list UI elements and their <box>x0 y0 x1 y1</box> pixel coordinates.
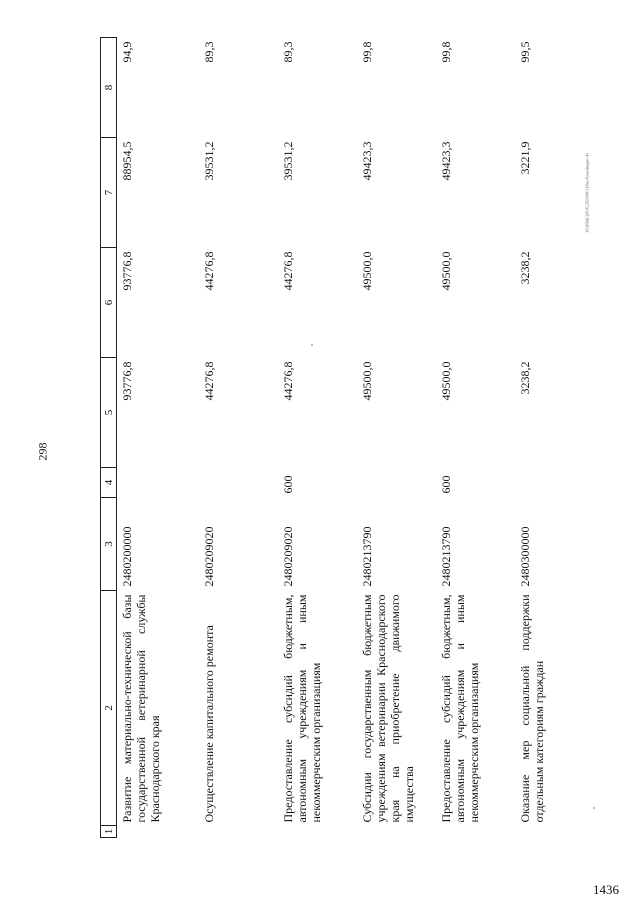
planned-amount-cell: 49500,0 <box>439 361 453 401</box>
item-name-cell: Развитие материально-технической базы государственной ветеринарной службы Краснодарского края <box>120 594 162 823</box>
row-index-cell <box>117 826 200 838</box>
expense-type-cell <box>515 468 592 498</box>
row-index-cell <box>357 826 436 838</box>
row-index-cell <box>515 826 592 838</box>
column-number: 7 <box>101 138 117 248</box>
column-number-row <box>101 38 117 838</box>
budget-table-rotated <box>100 38 546 838</box>
execution-percent-cell: 94,9 <box>120 41 134 63</box>
row-index-cell <box>278 826 357 838</box>
execution-percent-cell: 89,3 <box>202 41 216 63</box>
budget-code-cell: 2480213790 <box>439 526 453 587</box>
approved-amount-cell: 49500,0 <box>360 251 374 291</box>
item-name-cell: Оказание мер социальной поддержки отдельным категориям граждан <box>518 594 546 823</box>
planned-amount-cell: 44276,8 <box>202 361 216 401</box>
row-index-cell <box>436 826 515 838</box>
executed-amount-cell: 39531,2 <box>281 141 295 181</box>
table-row <box>357 38 436 838</box>
scan-speck <box>593 807 595 809</box>
table-row <box>278 38 357 838</box>
approved-amount-cell: 3238,2 <box>518 251 532 285</box>
approved-amount-cell: 93776,8 <box>120 251 134 291</box>
execution-percent-cell: 99,8 <box>360 41 374 63</box>
expense-type-cell <box>199 468 278 498</box>
table-row <box>436 38 515 838</box>
expense-type-cell: 600 <box>281 475 295 494</box>
item-name-cell: Предоставление субсидий бюджетным, автономным учреждениям и иным некоммерческим организациям <box>281 594 323 823</box>
table-row <box>515 38 592 838</box>
column-number: 2 <box>101 591 117 826</box>
table-row <box>199 38 278 838</box>
side-stamp: 20.ЗОБ(С)20.05.2023/09:51/0аз-блан-Бюджт-4+ <box>584 152 590 233</box>
page-number: 298 <box>35 442 50 461</box>
budget-table <box>100 37 592 838</box>
column-number: 8 <box>101 38 117 138</box>
item-name-cell: Субсидии государственным бюджетным учреждениям ветеринарии Краснодарского края на приобретение движимого имущества <box>360 594 416 823</box>
budget-code-cell: 2480213790 <box>360 526 374 587</box>
budget-code-cell: 2480300000 <box>518 526 532 587</box>
planned-amount-cell: 3238,2 <box>518 361 532 395</box>
execution-percent-cell: 89,3 <box>281 41 295 63</box>
executed-amount-cell: 39531,2 <box>202 141 216 181</box>
approved-amount-cell: 44276,8 <box>281 251 295 291</box>
item-name-cell: Осуществление капитального ремонта <box>202 625 216 823</box>
scan-number: 1436 <box>593 882 619 897</box>
approved-amount-cell: 49500,0 <box>439 251 453 291</box>
planned-amount-cell: 44276,8 <box>281 361 295 401</box>
planned-amount-cell: 93776,8 <box>120 361 134 401</box>
executed-amount-cell: 88954,5 <box>120 141 134 181</box>
planned-amount-cell: 49500,0 <box>360 361 374 401</box>
column-number: 3 <box>101 498 117 591</box>
item-name-cell: Предоставление субсидий бюджетным, автономным учреждениям и иным некоммерческим организациям <box>439 594 481 823</box>
column-number: 5 <box>101 358 117 468</box>
budget-code-cell: 2480200000 <box>120 526 134 587</box>
executed-amount-cell: 49423,3 <box>439 141 453 181</box>
column-number: 4 <box>101 468 117 498</box>
execution-percent-cell: 99,5 <box>518 41 532 63</box>
expense-type-cell: 600 <box>439 475 453 494</box>
expense-type-cell <box>117 468 200 498</box>
executed-amount-cell: 49423,3 <box>360 141 374 181</box>
executed-amount-cell: 3221,9 <box>518 141 532 175</box>
column-number: 6 <box>101 248 117 358</box>
table-row <box>117 38 200 838</box>
budget-code-cell: 2480209020 <box>281 526 295 587</box>
budget-code-cell: 2480209020 <box>202 526 216 587</box>
execution-percent-cell: 99,8 <box>439 41 453 63</box>
column-number: 1 <box>101 826 117 838</box>
expense-type-cell <box>357 468 436 498</box>
approved-amount-cell: 44276,8 <box>202 251 216 291</box>
row-index-cell <box>199 826 278 838</box>
